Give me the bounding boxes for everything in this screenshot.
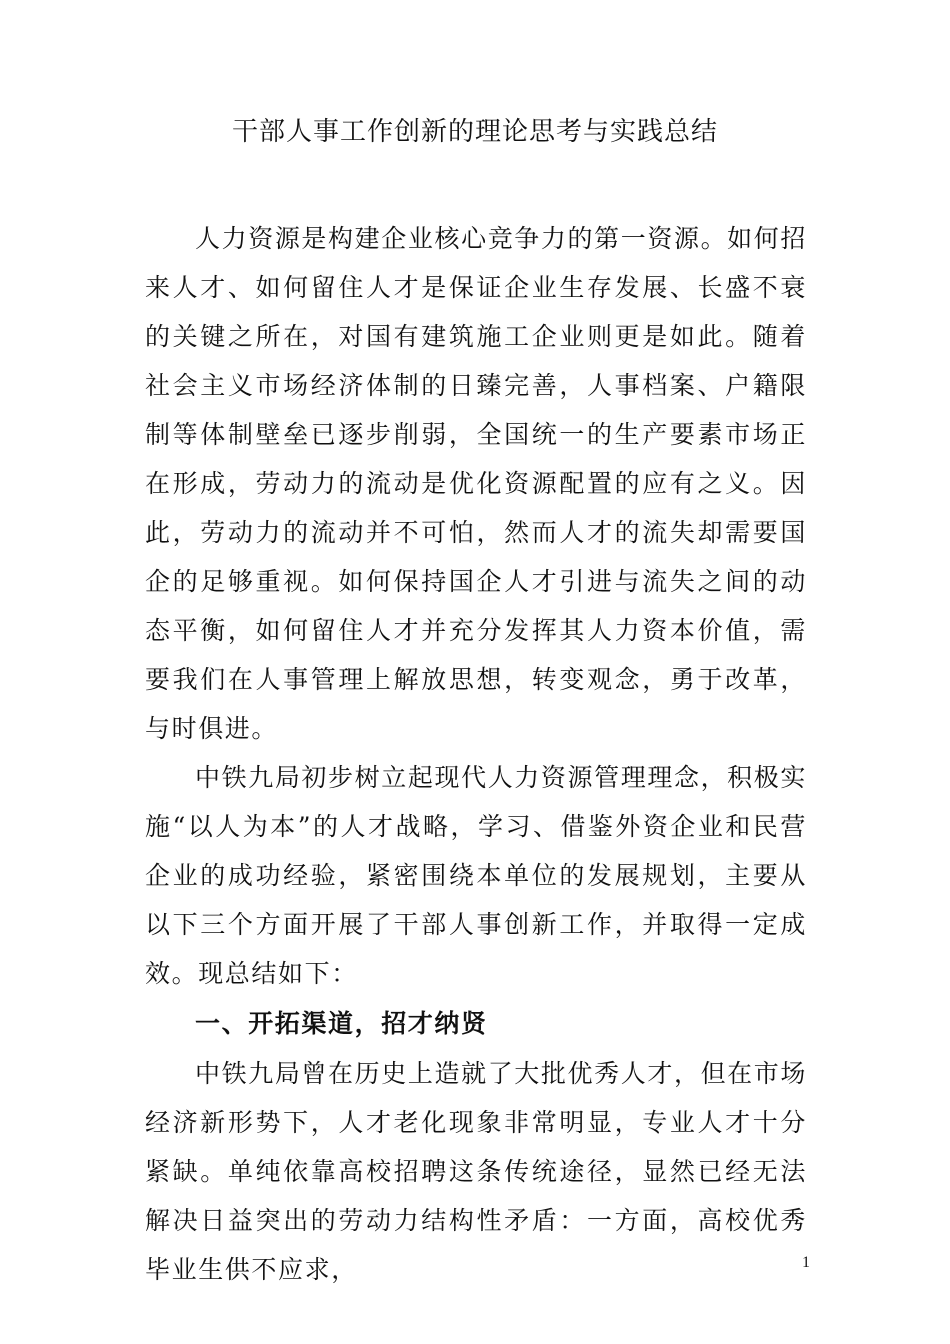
section-heading: 一、开拓渠道，招才纳贤 [195, 1009, 488, 1038]
paragraph-intro: 人力资源是构建企业核心竞争力的第一资源。如何招来人才、如何留住人才是保证企业生存发展、长盛不衰的关键之所在，对国有建筑施工企业则更是如此。随着社会主义市场经济体制的日臻完善，人事档案、户籍限制等体制壁垒已逐步削弱，全国统一的生产要素市场正在形成，劳动力的流动是优化资源配置的应有之义。因此，劳动力的流动并不可怕，然而人才的流失却需要国企的足够重视。如何保持国企人才引进与流失之间的动态平衡，如何留住人才并充分发挥其人力资本价值，需要我们在人事管理上解放思想，转变观念，勇于改革，与时俱进。 [145, 224, 807, 743]
page-number: 1 [802, 1254, 810, 1271]
document-title: 干部人事工作创新的理论思考与实践总结 [231, 117, 718, 147]
document-body [145, 214, 807, 1294]
paragraph-summary: 中铁九局初步树立起现代人力资源管理理念，积极实施“以人为本”的人才战略，学习、借鉴外资企业和民营企业的成功经验，紧密围绕本单位的发展规划，主要从以下三个方面开展了干部人事创新工作，并取得一定成效。现总结如下： [145, 763, 807, 988]
paragraph-section-one: 中铁九局曾在历史上造就了大批优秀人才，但在市场经济新形势下，人才老化现象非常明显，专业人才十分紧缺。单纯依靠高校招聘这条传统途径，显然已经无法解决日益突出的劳动力结构性矛盾：一方面，高校优秀毕业生供不应求， [145, 1059, 807, 1284]
